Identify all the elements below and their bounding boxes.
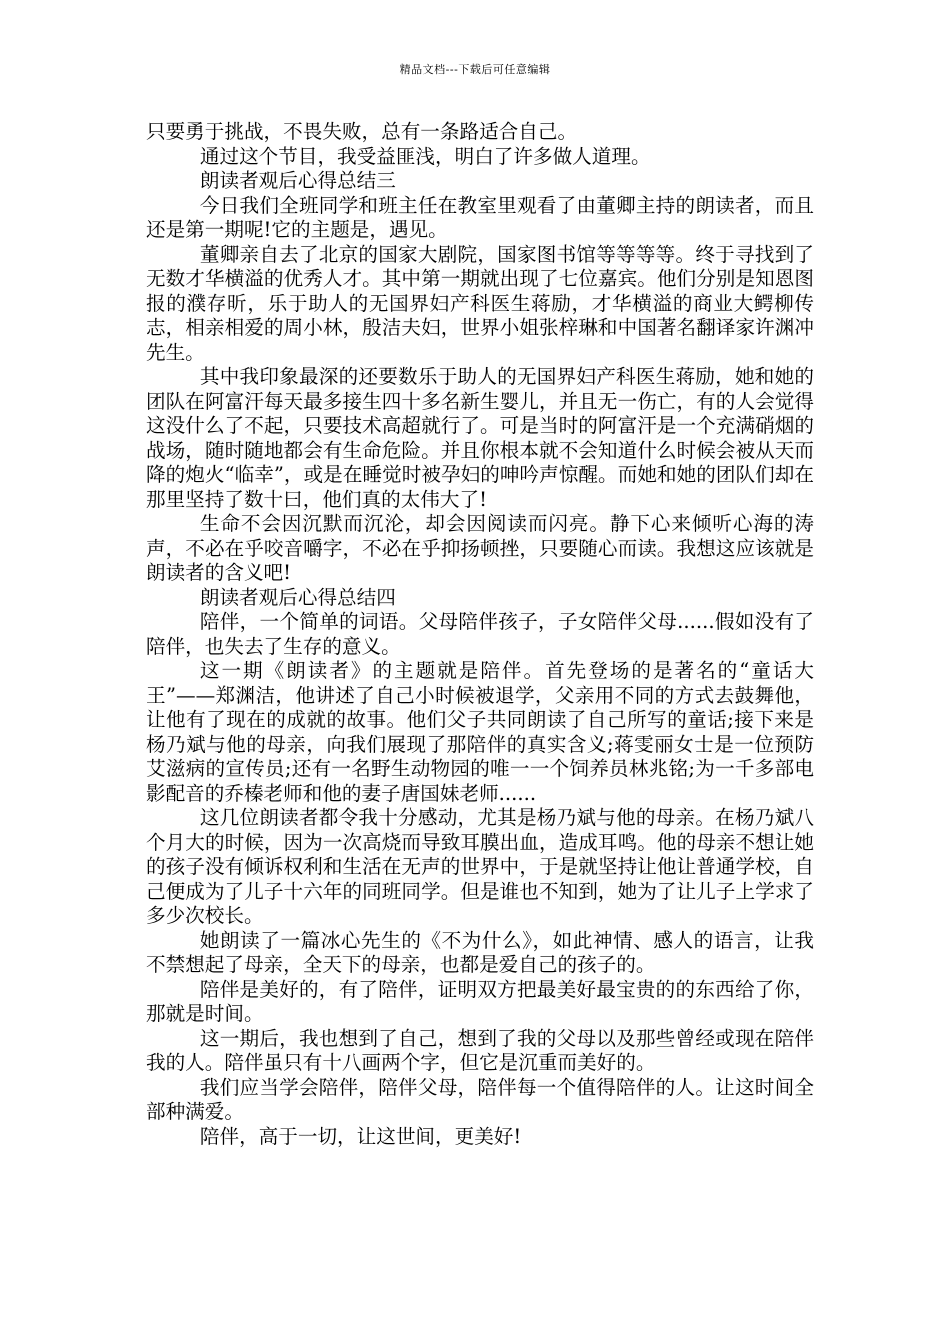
section-heading-3: 朗读者观后心得总结三 (199, 169, 396, 192)
paragraph-6: 其中我印象最深的还要数乐于助人的无国界妇产科医生蒋励，她和她的团队在阿富汗每天最多接生四十多名新生婴儿，并且无一伤亡，有的人会觉得这没什么了不起，只要技术高超就行了。可是当时的阿富汗是一个充满硝烟的战场，随时随地都会有生命危险。并且你根本就不会知道什么时候会被从天而降的炮火“临幸”，或是在睡觉时被孕妇的呻吟声惊醒。而她和她的团队们却在那里坚持了数十曰，他们真的太伟大了! (146, 365, 814, 511)
paragraph-16: 陪伴，高于一切，让这世间，更美好! (199, 1124, 522, 1148)
paragraph-7: 生命不会因沉默而沉沦，却会因阅读而闪亮。静下心来倾听心海的涛声，不必在乎咬音嚼字，不必在乎抑扬顿挫，只要随心而读。我想这应该就是朗读者的含义吧! (146, 512, 814, 584)
paragraph-9: 陪伴，一个简单的词语。父母陪伴孩子，子女陪伴父母......假如没有了陪伴，也失去了生存的意义。 (146, 610, 814, 658)
paragraph-1: 只要勇于挑战，不畏失败，总有一条路适合自己。 (146, 120, 578, 143)
paragraph-11: 这几位朗读者都令我十分感动，尤其是杨乃斌与他的母亲。在杨乃斌八个月大的时候，因为一次高烧而导致耳膜出血，造成耳鸣。他的母亲不想让她的孩子没有倾诉权利和生活在无声的世界中，于是就坚持让他让普通学校，自己便成为了儿子十六年的同班同学。但是谁也不知到，她为了让儿子上学求了多少次校长。 (146, 806, 814, 927)
paragraph-14: 这一期后，我也想到了自己，想到了我的父母以及那些曾经或现在陪伴我的人。陪伴虽只有十八画两个字，但它是沉重而美好的。 (146, 1026, 814, 1074)
paragraph-12: 她朗读了一篇冰心先生的《不为什么》，如此神情、感人的语言，让我不禁想起了母亲，全天下的母亲，也都是爱自己的孩子的。 (146, 928, 814, 976)
paragraph-10: 这一期《朗读者》的主题就是陪伴。首先登场的是著名的“童话大王”——郑渊洁，他讲述了自己小时候被退学，父亲用不同的方式去鼓舞他，让他有了现在的成就的故事。他们父子共同朗读了自己所写的童话;接下来是杨乃斌与他的母亲，向我们展现了那陪伴的真实含义;蒋雯丽女士是一位预防艾滋病的宣传员;还有一名野生动物园的唯一一个饲养员林兆铭;为一千多部电影配音的乔榛老师和他的妻子唐国妹老师...... (146, 659, 814, 805)
section-heading-4: 朗读者观后心得总结四 (199, 585, 396, 609)
paragraph-15: 我们应当学会陪伴，陪伴父母，陪伴每一个值得陪伴的人。让这时间全部种满爱。 (146, 1075, 814, 1123)
paragraph-2: 通过这个节目，我受益匪浅，明白了许多做人道理。 (199, 144, 651, 168)
paragraph-13: 陪伴是美好的，有了陪伴，证明双方把最美好最宝贵的的东西给了你，那就是时间。 (146, 977, 814, 1025)
page-header: 精品文档---下载后可任意编辑 (399, 63, 551, 76)
paragraph-4: 今日我们全班同学和班主任在教室里观看了由董卿主持的朗读者，而且还是第一期呢!它的主题是，遇见。 (146, 193, 814, 241)
paragraph-5: 董卿亲自去了北京的国家大剧院，国家图书馆等等等等。终于寻找到了无数才华横溢的优秀人才。其中第一期就出现了七位嘉宾。他们分别是知恩图报的濮存昕，乐于助人的无国界妇产科医生蒋励，才华横溢的商业大鳄柳传志，相亲相爱的周小林，殷洁夫妇，世界小姐张梓琳和中国著名翻译家许渊冲先生。 (146, 242, 814, 364)
document-body (146, 120, 814, 1149)
